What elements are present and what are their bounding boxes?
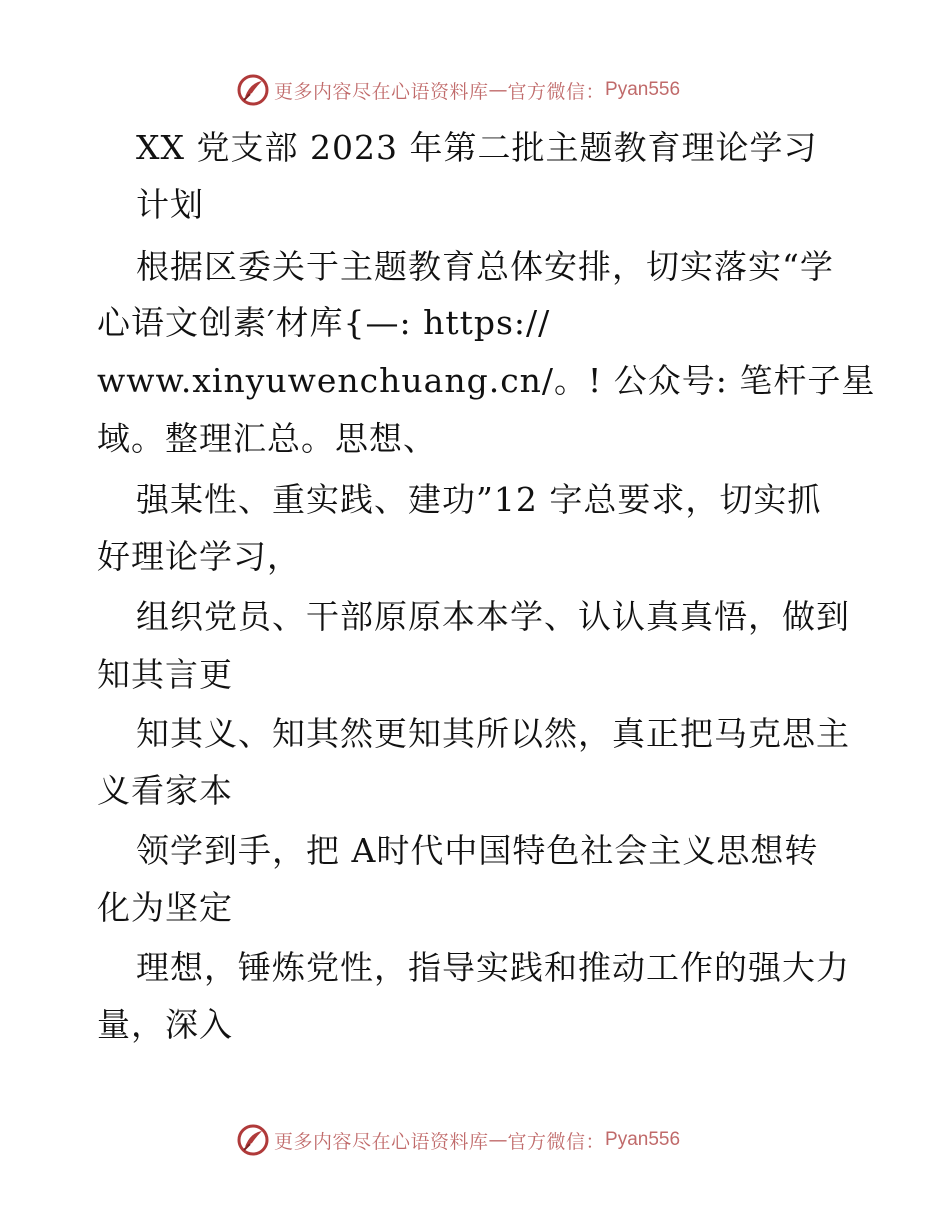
paragraph-line: 义看家本 <box>97 771 233 810</box>
paragraph-line: 强某性、重实践、建功”12 字总要求，切实抓 <box>136 480 822 519</box>
paragraph-line: 领学到手，把 A时代中国特色社会主义思想转 <box>136 831 819 870</box>
watermark-text: 更多内容尽在心语资料库 <box>274 80 489 103</box>
watermark-separator: — <box>488 79 508 101</box>
paragraph-line: 知其义、知其然更知其所以然，真正把马克思主 <box>136 714 850 753</box>
paragraph-line: 组织党员、干部原原本本学、认认真真悟，做到 <box>136 597 850 636</box>
title-line-1: XX 党支部 2023 年第二批主题教育理论学习 <box>136 128 818 167</box>
paragraph-line: 知其言更 <box>97 655 233 694</box>
paragraph-line: 量，深入 <box>97 1005 233 1044</box>
brand-logo-icon <box>236 73 270 107</box>
paragraph-line: 域。整理汇总。思想、 <box>97 419 437 458</box>
header-watermark <box>236 73 680 107</box>
title-line-2: 计划 <box>136 185 204 224</box>
watermark-wechat-id: Pyan556 <box>605 79 681 100</box>
watermark-wechat-id: Pyan556 <box>605 1129 681 1150</box>
footer-watermark <box>236 1123 680 1157</box>
watermark-official-label: 官方微信： <box>507 1130 606 1153</box>
watermark-text: 更多内容尽在心语资料库 <box>274 1130 489 1153</box>
paragraph-line: 化为坚定 <box>97 888 233 927</box>
paragraph-line: 理想，锤炼党性，指导实践和推动工作的强大力 <box>136 948 850 987</box>
paragraph-line: 好理论学习， <box>97 537 301 576</box>
brand-logo-icon <box>236 1123 270 1157</box>
paragraph-line: 根据区委关于主题教育总体安排，切实落实“学 <box>136 247 834 286</box>
watermark-official-label: 官方微信： <box>507 80 606 103</box>
watermark-separator: — <box>488 1129 508 1151</box>
paragraph-line: 心语文创素′材库{—: https:// <box>97 303 551 342</box>
paragraph-line: www.xinyuwenchuang.cn/。! 公众号: 笔杆子星 <box>97 361 876 400</box>
